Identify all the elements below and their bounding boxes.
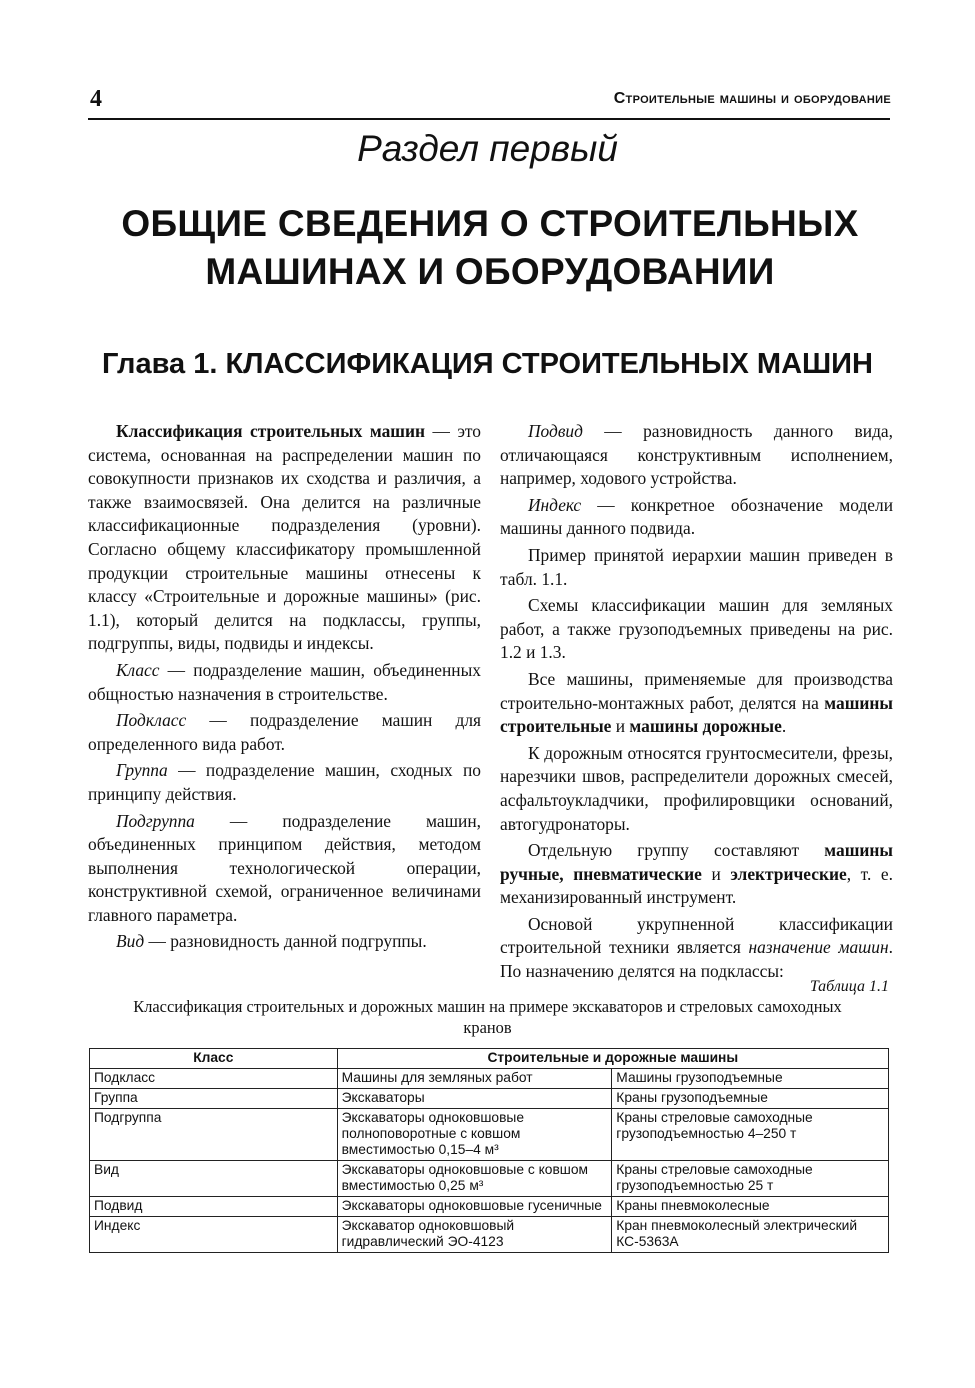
text: , т. е. механизированный инструмент. (500, 863, 893, 908)
part-title-line-1: ОБЩИЕ СВЕДЕНИЯ О СТРОИТЕЛЬНЫХ (121, 203, 859, 244)
cell-lifting: Краны стреловые самоходные грузоподъемностью 4–250 т (612, 1109, 889, 1161)
part-label: Раздел первый (357, 128, 618, 169)
header-class: Класс (90, 1049, 338, 1069)
header-machines: Строительные и дорожные машины (337, 1049, 888, 1069)
table-row (90, 1197, 889, 1217)
cell-lifting: Машины грузоподъемные (612, 1069, 889, 1089)
table-row (90, 1109, 889, 1161)
paragraph-subgroup (88, 810, 481, 928)
term: Подкласс (116, 710, 187, 731)
paragraph-all-machines (500, 668, 893, 739)
cell-level: Подкласс (90, 1069, 338, 1089)
chapter-title: Глава 1. КЛАССИФИКАЦИЯ СТРОИТЕЛЬНЫХ МАШИН (102, 348, 873, 380)
emphasis: машины строительные (500, 692, 893, 737)
text: и (701, 863, 731, 884)
emphasis: электрические (730, 863, 847, 884)
term: Подгруппа (116, 810, 195, 831)
cell-lifting: Краны пневмоколесные (612, 1197, 889, 1217)
cell-lifting: Краны грузоподъемные (612, 1089, 889, 1109)
paragraph-schemes: Схемы классификации машин для земляных работ, а также грузоподъемных приведены на рис. 1.2 и 1.3. (500, 595, 893, 663)
term: Подвид (528, 421, 583, 441)
cell-level: Подгруппа (90, 1109, 338, 1161)
paragraph-group (88, 759, 481, 806)
cell-level: Индекс (90, 1217, 338, 1253)
cell-level: Подвид (90, 1197, 338, 1217)
part-title (120, 200, 860, 296)
table-caption: Классификация строительных и дорожных машин на примере экскаваторов и стреловых самоходных кранов (133, 997, 842, 1037)
text: Основой укрупненной классификации строительной техники является (500, 913, 893, 958)
table-row (90, 1217, 889, 1253)
cell-construction: Экскаваторы одноковшовые с ковшом вместимостью 0,25 м³ (337, 1161, 612, 1197)
term: Класс (116, 659, 160, 680)
cell-construction: Машины для земляных работ (337, 1069, 612, 1089)
cell-lifting: Краны стреловые самоходные грузоподъемностью 25 т (612, 1161, 889, 1197)
page-number: 4 (90, 86, 102, 112)
cell-construction: Экскаваторы (337, 1089, 612, 1109)
emphasis: машины дорожные (629, 716, 782, 737)
paragraph-classification (88, 420, 481, 656)
definition: — подразделение машин, объединенных общностью назначения в строительстве. (88, 659, 481, 704)
cell-lifting: Кран пневмоколесный электрический КС-5363А (612, 1217, 889, 1253)
text: и (611, 716, 630, 737)
part-title-line-2: МАШИНАХ И ОБОРУДОВАНИИ (205, 251, 775, 292)
term: Индекс (528, 494, 582, 515)
text: Отдельную группу составляют (528, 840, 825, 861)
definition: — подразделение машин, сходных по принципу действия. (88, 760, 481, 804)
definition: — подразделение машин для определенного вида работ. (88, 710, 481, 754)
term: Группа (116, 760, 168, 781)
text: . По назначению делятся на подклассы: (500, 937, 893, 982)
paragraph-example: Пример принятой иерархии машин приведен в табл. 1.1. (500, 544, 893, 589)
table-label: Таблица 1.1 (809, 978, 889, 995)
classification-table (89, 1048, 889, 1253)
paragraph-subkind (500, 420, 893, 491)
cell-level: Вид (90, 1161, 338, 1197)
table-row (90, 1069, 889, 1089)
paragraph-road-machines: К дорожным относятся грунтосмесители, фрезы, нарезчики швов, распределители дорожных смесей, асфальтоукладчики, профилировщики оснований, автогудронаторы. (500, 742, 893, 834)
term: Классификация строительных машин (116, 421, 426, 441)
table-header-row (90, 1049, 889, 1069)
definition: — конкретное обозначение модели машины данного подвида. (500, 494, 893, 539)
paragraph-class (88, 659, 481, 706)
cell-level: Группа (90, 1089, 338, 1109)
text: . (781, 716, 787, 737)
definition: — это система, основанная на распределении машин по совокупности признаков их сходства и различия, а также взаимосвязей. Она делится на различные классификационные подразделения (уровни). Согласно общему классификатору промышленной продукции строительные машины отнесены к классу «Строительные и дорожные машины» (рис. 1.1), который делится на подклассы, группы, подгруппы, виды, подвиды и индексы. (88, 421, 481, 654)
definition: — подразделение машин, объединенных принципом действия, методом выполнения технологической операции, конструктивной схемой, ограниченное величинами главного параметра. (88, 810, 481, 925)
paragraph-kind (88, 930, 481, 954)
running-head: Строительные машины и оборудование (613, 90, 891, 107)
paragraph-subclass (88, 709, 481, 756)
left-column (88, 420, 481, 957)
cell-construction: Экскаваторы одноковшовые гусеничные (337, 1197, 612, 1217)
table-row (90, 1089, 889, 1109)
paragraph-hand-tools (500, 839, 893, 910)
header-rule (88, 118, 890, 120)
right-column (500, 420, 893, 987)
text: Все машины, применяемые для производства строительно-монтажных работ, делятся на (500, 668, 893, 713)
emphasis: назначение машин (748, 937, 889, 958)
definition: — разновидность данной подгруппы. (144, 931, 427, 952)
cell-construction: Экскаватор одноковшовый гидравлический ЭО-4123 (337, 1217, 612, 1253)
definition: — разновидность данного вида, отличающаяся конструктивным исполнением, например, ходового устройства. (500, 421, 893, 489)
emphasis: машины ручные, пневматические (500, 840, 893, 884)
term: Вид (116, 931, 145, 952)
paragraph-purpose (500, 913, 893, 984)
paragraph-index (500, 494, 893, 541)
cell-construction: Экскаваторы одноковшовые полноповоротные с ковшом вместимостью 0,15–4 м³ (337, 1109, 612, 1161)
table-row (90, 1161, 889, 1197)
